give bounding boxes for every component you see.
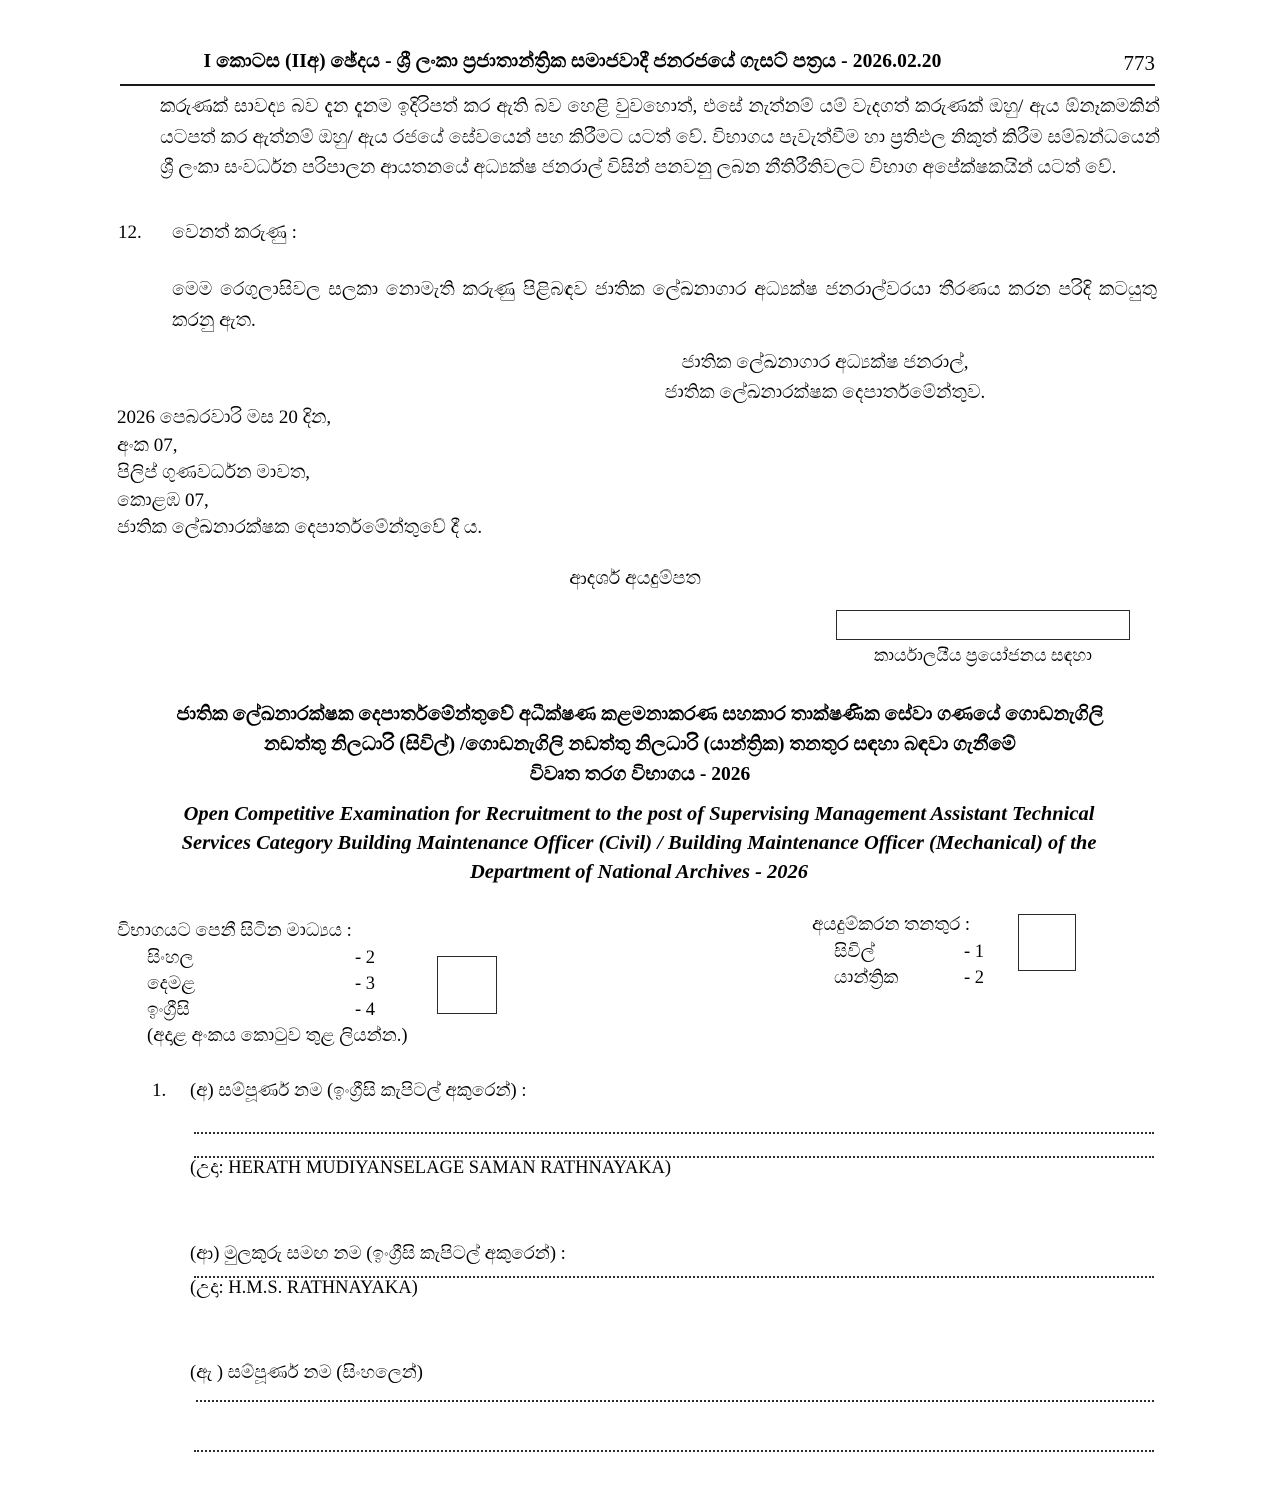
question-1a-input-line-1[interactable] — [194, 1128, 1154, 1134]
medium-options — [147, 945, 408, 1023]
medium-option-tamil — [147, 971, 375, 997]
medium-option-english-number: - 4 — [354, 1000, 375, 1020]
medium-option-english — [147, 997, 375, 1023]
item-12-number: 12. — [118, 222, 142, 243]
medium-option-tamil-number: - 3 — [354, 974, 375, 994]
medium-option-sinhala-number: - 2 — [354, 948, 375, 968]
post-option-mechanical — [834, 965, 984, 991]
address-department: ජාතික ලේඛනාරක්ෂක දෙපාර්තමේන්තුවේ දී ය. — [117, 517, 483, 538]
intro-paragraph: කරුණක් සාවද්‍ය බව දැන දැනම ඉදිරිපත් කර ඇති බව හෙළි වුවහොත්, එසේ නැත්නම් යම් වැදගත් කරුණක් ඔහු/ ඇය ඕනෑකමකින් යටපත් කර ඇත්නම් ඔහු/ ඇය රජයේ සේවයෙන් පහ කිරීමට යටත් වේ. විභාගය පැවැත්වීම හා ප්‍රතිඵල නිකුත් කිරීම සම්බන්ධයෙන් ශ්‍රී ලංකා සංවර්ධන පරිපාලන ආයතනයේ අධ්‍යක්ෂ ජනරාල් විසින් පනවනු ලබන නීතිරීතිවලට විභාග අපේක්ෂකයින් යටත් වේ. — [160, 96, 1160, 178]
header-title: I කොටස (IIඅ) ඡේදය - ශ්‍රී ලංකා ප්‍රජාතාන්ත්‍රික සමාජවාදී ජනරජයේ ගැසට් පත්‍රය - 2026.02.20 — [203, 51, 942, 72]
post-answer-box[interactable] — [1018, 914, 1076, 971]
address-date: 2026 පෙබරවාරි මස 20 දින, — [117, 407, 332, 428]
post-option-civil-label: සිවිල් — [834, 942, 875, 962]
office-use-caption: කාර්යාලයීය ප්‍රයෝජනය සඳහා — [874, 645, 1092, 665]
question-1b-example: (උදා: H.M.S. RATHNAYAKA) — [190, 1278, 418, 1298]
signatory-department: ජාතික ලේඛනාරක්ෂක දෙපාර්තමේන්තුව. — [664, 382, 986, 403]
exam-title-sinhala-line-1: ජාතික ලේඛනාරක්ෂක දෙපාර්තමේන්තුවේ අධීක්ෂණ කළමනාකරණ සහකාර තාක්ෂණික සේවා ගණයේ ගොඩනැගිලි — [176, 704, 1104, 725]
address-street: පිලිප් ගුණවර්ධන මාවත, — [117, 462, 311, 483]
exam-title-english-line-2: Services Category Building Maintenance Officer (Civil) / Building Maintenance Officer (Mechanical) of the — [181, 832, 1097, 854]
medium-option-tamil-label: දෙමළ — [147, 974, 196, 994]
medium-option-sinhala-label: සිංහල — [147, 948, 194, 968]
item-12-body: මෙම රෙගුලාසිවල සලකා නොමැති කරුණු පිළිබඳව ජාතික ලේඛනාගාර අධ්‍යක්ෂ ජනරාල්වරයා තීරණය කරන පරිදි කටයුතු කරනු ඇත. — [172, 279, 1157, 331]
exam-title-english-line-1: Open Competitive Examination for Recruitment to the post of Supervising Management Assistant Technical — [183, 803, 1095, 825]
item-12-label: වෙනත් කරුණු : — [172, 222, 297, 243]
post-option-mechanical-number: - 2 — [963, 968, 984, 988]
medium-label: විභාගයට පෙනී සිටින මාධ්‍යය : — [117, 921, 352, 941]
post-selection-block — [812, 912, 984, 991]
header-divider — [120, 84, 1155, 86]
address-block — [117, 404, 482, 542]
page-header — [120, 50, 1155, 84]
exam-title-sinhala-line-2: නඩත්තු නිලධාරි (සිවිල්) /ගොඩනැගිලි නඩත්තු නිලධාරි (යාන්ත්‍රික) තනතුර සඳහා බඳවා ගැනීමේ — [264, 734, 1016, 755]
question-1a-example: (උදා: HERATH MUDIYANSELAGE SAMAN RATHNAYAKA) — [190, 1158, 672, 1178]
post-option-civil-number: - 1 — [963, 942, 984, 962]
exam-title-sinhala — [110, 700, 1170, 790]
page-number: 773 — [1123, 51, 1155, 75]
post-option-mechanical-label: යාන්ත්‍රික — [834, 968, 899, 988]
medium-selection-block — [117, 918, 408, 1049]
question-1b-label: (ආ) මුලකුරු සමඟ නම (ඉංග්‍රීසි කැපිටල් අකුරෙන්) : — [190, 1244, 566, 1264]
address-number: අංක 07, — [117, 434, 178, 456]
medium-option-sinhala — [147, 945, 375, 971]
question-1c-input-line-2[interactable] — [194, 1446, 1154, 1452]
post-option-civil — [834, 939, 984, 965]
signatory-title: ජාතික ලේඛනාගාර අධ්‍යක්ෂ ජනරාල්, — [681, 352, 969, 373]
question-1-number: 1. — [152, 1080, 167, 1101]
medium-instruction-note: (අදාළ අංකය කොටුව තුළ ලියන්න.) — [147, 1026, 408, 1046]
medium-option-english-label: ඉංග්‍රීසි — [147, 1000, 190, 1020]
post-label: අයදුම්කරන තනතුර : — [812, 915, 971, 935]
question-1a-label: (අ) සම්පූර්ණ නම (ඉංග්‍රීසි කැපිටල් අකුරෙන්) : — [190, 1081, 527, 1101]
post-options — [834, 939, 984, 991]
address-city: කොළඹ 07, — [117, 489, 209, 511]
signature-block — [560, 348, 1090, 408]
exam-title-english — [118, 800, 1160, 887]
model-application-heading: ආදර්ශ අයදුම්පත — [569, 568, 701, 589]
question-1c-label: (ඇ ) සම්පූර්ණ නම (සිංහලෙන්) — [190, 1363, 423, 1383]
exam-title-sinhala-line-3: විවෘත තරග විභාගය - 2026 — [529, 764, 751, 785]
exam-title-english-line-3: Department of National Archives - 2026 — [469, 861, 809, 883]
office-use-box[interactable] — [836, 610, 1130, 640]
question-1c-input-line-1[interactable] — [196, 1396, 1154, 1402]
medium-answer-box[interactable] — [437, 956, 497, 1014]
